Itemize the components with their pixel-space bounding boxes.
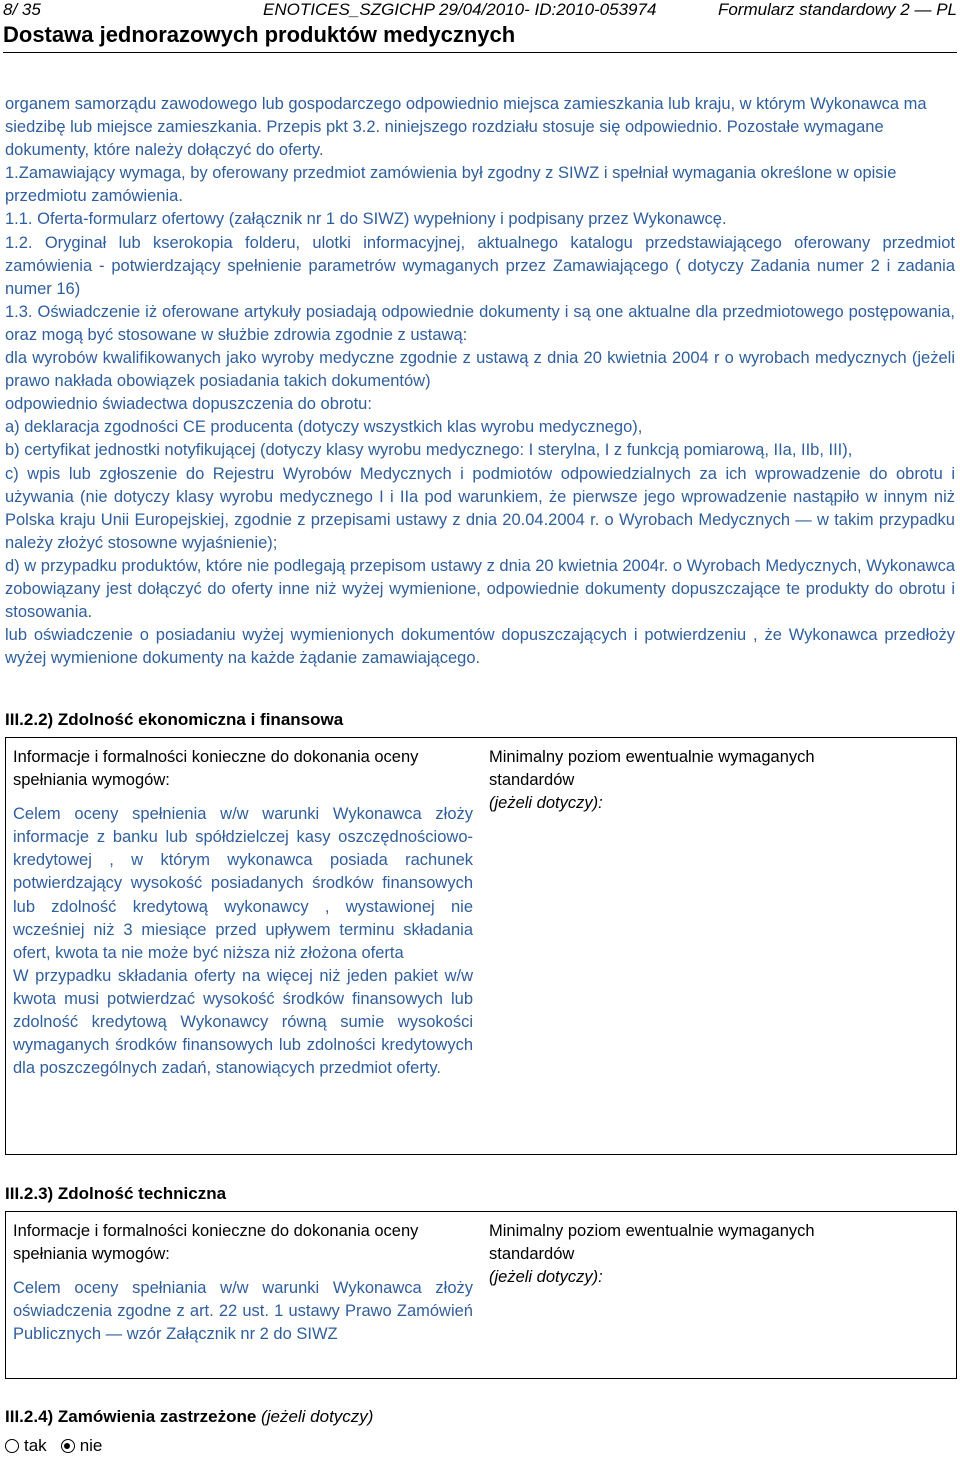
page-header bbox=[3, 0, 957, 22]
radio-tak-label: tak bbox=[24, 1436, 47, 1455]
paragraph-5: 1.3. Oświadczenie iż oferowane artykuły posiadają odpowiednie dokumenty i są one aktualne dla przedmiotowego postępowania, oraz mogą być stosowane w służbie zdrowia zgodnie z ustawą: bbox=[5, 302, 955, 344]
paragraph-2: 1.Zamawiający wymaga, by oferowany przedmiot zamówienia był zgodny z SIWZ i spełniał wymagania określone w opisie przedmiotu zamówienia. bbox=[5, 164, 897, 206]
radio-tak[interactable] bbox=[5, 1439, 19, 1453]
paragraph-11: d) w przypadku produktów, które nie podlegają przepisom ustawy z dnia 20 kwietnia 2004r. o Wyrobach Medycznych, Wykonawca zobowiązany jest dołączyć do oferty inne niż wyżej wymienione, odpowiednie dokumenty dopuszczające te produkty do obrotu i stosowania. bbox=[5, 556, 955, 622]
paragraph-10: c) wpis lub zgłoszenie do Rejestru Wyrobów Medycznych i podmiotów odpowiedzialnych za ich wprowadzenie do obrotu i używania (nie dotyczy klasy wyrobu medycznego I i IIa pod warunkiem, że pierwsze jego wprowadzenie nastąpiło w innym niż Polska kraju Unii Europejskiej, zgodnie z przepisami ustawy z dnia 20.04.2004 r. o Wyrobach Medycznych — w takim przypadku należy złożyć stosowne wyjaśnienie); bbox=[5, 464, 955, 552]
body-text bbox=[5, 93, 955, 670]
economic-min-column bbox=[489, 746, 889, 815]
economic-description-1: Celem oceny spełnienia w/w warunki Wykonawca złoży informacje z banku lub spółdzielczej kasy oszczędnościowo-kredytowej , w którym wykonawca posiada rachunek potwierdzający wysokość posiadanych środków finansowych lub zdolność kredytową wykonawcy , wystawionej nie wcześniej niż 3 miesiące przed upływem terminu składania ofert, kwota ta nie może być niższa niż złożona oferta bbox=[13, 805, 473, 962]
economic-description-2: W przypadku składania oferty na więcej niż jeden pakiet w/w kwota musi potwierdzać wysokość środków finansowych lub zdolność kredytową Wykonawcy równą sumie wysokości wymaganych środków finansowych lub zdolności kredytowych dla poszczególnych zadań, stanowiących przedmiot oferty. bbox=[13, 966, 473, 1078]
document-title: Dostawa jednorazowych produktów medycznych bbox=[3, 22, 516, 47]
economic-min-label: Minimalny poziom ewentualnie wymaganych standardów bbox=[489, 748, 815, 790]
technical-info-label: Informacje i formalności konieczne do dokonania oceny spełniania wymogów: bbox=[13, 1222, 419, 1264]
economic-info-label: Informacje i formalności konieczne do dokonania oceny spełniania wymogów: bbox=[13, 748, 419, 790]
technical-info-column bbox=[13, 1220, 473, 1346]
economic-info-column bbox=[13, 746, 473, 1080]
paragraph-6: dla wyrobów kwalifikowanych jako wyroby medyczne zgodnie z ustawą z dnia 20 kwietnia 2004 r o wyrobach medycznych (jeżeli prawo nakłada obowiązek posiadania takich dokumentów) bbox=[5, 349, 955, 391]
paragraph-3: 1.1. Oferta-formularz ofertowy (załącznik nr 1 do SIWZ) wypełniony i podpisany przez Wykonawcę. bbox=[5, 210, 727, 229]
technical-optional-note: (jeżeli dotyczy): bbox=[489, 1268, 603, 1287]
paragraph-7: odpowiednio świadectwa dopuszczenia do obrotu: bbox=[5, 395, 372, 414]
paragraph-12: lub oświadczenie o posiadaniu wyżej wymienionych dokumentów dopuszczających i potwierdzeniu , że Wykonawca przedłoży wyżej wymienione dokumenty na każde żądanie zamawiającego. bbox=[5, 626, 955, 668]
paragraph-9: b) certyfikat jednostki notyfikującej (dotyczy klasy wyrobu medycznego: I sterylna, I z funkcją pomiarową, IIa, IIb, III), bbox=[5, 441, 853, 460]
form-name: Formularz standardowy 2 — PL bbox=[717, 0, 957, 19]
header-divider bbox=[3, 52, 957, 53]
section-reserved-title bbox=[5, 1407, 373, 1427]
technical-requirements-box bbox=[5, 1211, 957, 1379]
document-reference: ENOTICES_SZGICHP 29/04/2010- ID:2010-053974 bbox=[263, 0, 657, 19]
reserved-title-text: III.2.4) Zamówienia zastrzeżone bbox=[5, 1407, 257, 1426]
reserved-optional-note: (jeżeli dotyczy) bbox=[261, 1407, 374, 1426]
paragraph-4: 1.2. Oryginał lub kserokopia folderu, ulotki informacyjnej, aktualnego katalogu przedstawiającego oferowany przedmiot zamówienia - potwierdzający spełnienie parametrów wymaganych przez Zamawiającego ( dotyczy Zadania numer 2 i zadania numer 16) bbox=[5, 233, 955, 298]
section-economic-title: III.2.2) Zdolność ekonomiczna i finansowa bbox=[5, 710, 344, 729]
technical-min-label: Minimalny poziom ewentualnie wymaganych standardów bbox=[489, 1222, 815, 1264]
section-technical-title: III.2.3) Zdolność techniczna bbox=[5, 1184, 227, 1203]
economic-requirements-box bbox=[5, 737, 957, 1155]
economic-optional-note: (jeżeli dotyczy): bbox=[489, 794, 603, 813]
technical-min-column bbox=[489, 1220, 889, 1289]
technical-description: Celem oceny spełniania w/w warunki Wykonawca złoży oświadczenia zgodne z art. 22 ust. 1 ustawy Prawo Zamówień Publicznych — wzór Załącznik nr 2 do SIWZ bbox=[13, 1279, 473, 1344]
page-number: 8/ 35 bbox=[3, 0, 41, 19]
radio-nie-label: nie bbox=[79, 1436, 103, 1455]
radio-nie[interactable] bbox=[61, 1439, 75, 1453]
paragraph-1: organem samorządu zawodowego lub gospodarczego odpowiednio miejsca zamieszkania lub kraju, w którym Wykonawca ma siedzibę lub miejsce zamieszkania. Przepis pkt 3.2. niniejszego rozdziału stosuje się odpowiednio. Pozostałe wymagane dokumenty, które należy dołączyć do oferty. bbox=[5, 95, 927, 160]
reserved-radio-group bbox=[5, 1436, 116, 1456]
paragraph-8: a) deklaracja zgodności CE producenta (dotyczy wszystkich klas wyrobu medycznego), bbox=[5, 418, 643, 437]
